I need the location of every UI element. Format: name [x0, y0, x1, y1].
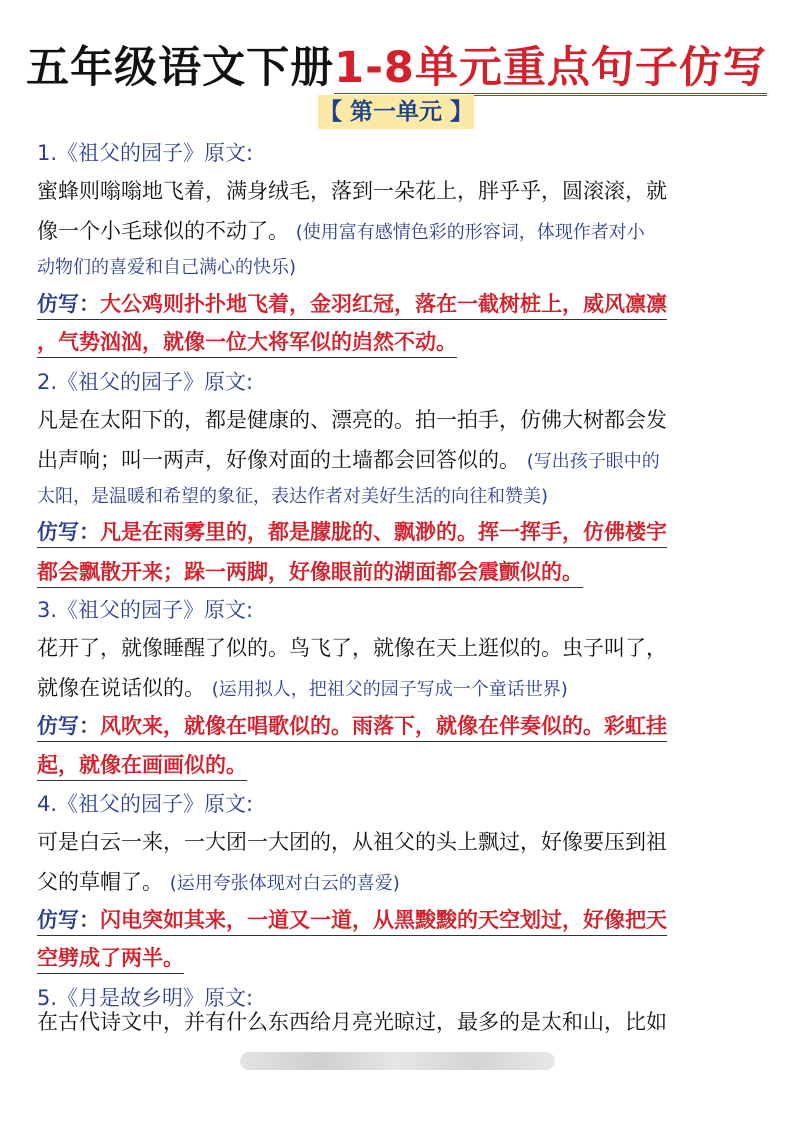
- annotation-note: (使用富有感情色彩的形容词，体现作者对小: [295, 222, 645, 243]
- annotation-note: (运用拟人，把祖父的园子写成一个童话世界): [211, 679, 568, 700]
- annotation-note: 动物们的喜爱和自己满心的快乐): [37, 257, 297, 278]
- blurred-watermark: [240, 1052, 555, 1070]
- original-line: [37, 215, 645, 245]
- original-text: 像一个小毛球似的不动了。: [37, 219, 289, 243]
- imitation-line: [37, 904, 667, 936]
- title-part2: 1-8单元重点句子仿写: [334, 43, 767, 96]
- original-text: 就像在说话似的。: [37, 676, 205, 700]
- original-line: 凡是在太阳下的，都是健康的、漂亮的。拍一拍手，仿佛大树都会发: [37, 408, 667, 432]
- original-text: 父的草帽了。: [37, 870, 163, 894]
- original-line: 蜜蜂则嗡嗡地飞着，满身绒毛，落到一朵花上，胖乎乎，圆滚滚，就: [37, 179, 667, 203]
- item-heading: 1.《祖父的园子》原文:: [37, 141, 254, 165]
- imitation-label: 仿写：: [37, 908, 100, 932]
- annotation-note: (运用夸张体现对白云的喜爱): [169, 873, 400, 894]
- imitation-line: [37, 516, 667, 548]
- imitation-label: 仿写：: [37, 520, 100, 544]
- item-heading: 5.《月是故乡明》原文:: [37, 986, 254, 1010]
- imitation-line: 都会飘散开来；跺一两脚，好像眼前的湖面都会震颤似的。: [37, 556, 583, 588]
- original-line: [37, 672, 568, 702]
- original-line: 在古代诗文中，并有什么东西给月亮光晾过，最多的是太和山，比如: [37, 1010, 667, 1034]
- unit-label: 【 第一单元 】: [318, 95, 474, 129]
- annotation-note: (写出孩子眼中的: [526, 451, 660, 472]
- item-heading: 2.《祖父的园子》原文:: [37, 370, 254, 394]
- imitation-line: [37, 288, 667, 320]
- item-heading: 4.《祖父的园子》原文:: [37, 792, 254, 816]
- title-part1: 五年级语文下册: [26, 43, 335, 93]
- page-title: [0, 34, 793, 95]
- original-text: 出声响；叫一两声，好像对面的土墙都会回答似的。: [37, 448, 520, 472]
- imitation-text: 风吹来，就像在唱歌似的。雨落下，就像在伴奏似的。彩虹挂: [100, 714, 667, 738]
- imitation-line: 空劈成了两半。: [37, 942, 184, 974]
- cropped-line: [37, 1010, 757, 1034]
- imitation-text: 凡是在雨雾里的，都是朦胧的、飘渺的。挥一挥手，仿佛楼宇: [100, 520, 667, 544]
- original-line: 花开了，就像睡醒了似的。鸟飞了，就像在天上逛似的。虫子叫了，: [37, 636, 667, 660]
- imitation-line: [37, 710, 667, 742]
- original-line: [37, 866, 400, 896]
- item-heading: 3.《祖父的园子》原文:: [37, 598, 254, 622]
- original-line: [37, 444, 660, 474]
- imitation-text: 闪电突如其来，一道又一道，从黑黢黢的天空划过，好像把天: [100, 908, 667, 932]
- imitation-label: 仿写：: [37, 714, 100, 738]
- original-line: 可是白云一来，一大团一大团的，从祖父的头上飘过，好像要压到祖: [37, 830, 667, 854]
- imitation-label: 仿写：: [37, 292, 100, 316]
- imitation-line: ，气势汹汹，就像一位大将军似的岿然不动。: [37, 326, 457, 358]
- imitation-text: 大公鸡则扑扑地飞着，金羽红冠，落在一截树桩上，威风凛凛: [100, 292, 667, 316]
- annotation-note: 太阳，是温暖和希望的象征，表达作者对美好生活的向往和赞美): [37, 486, 549, 507]
- imitation-line: 起，就像在画画似的。: [37, 749, 247, 781]
